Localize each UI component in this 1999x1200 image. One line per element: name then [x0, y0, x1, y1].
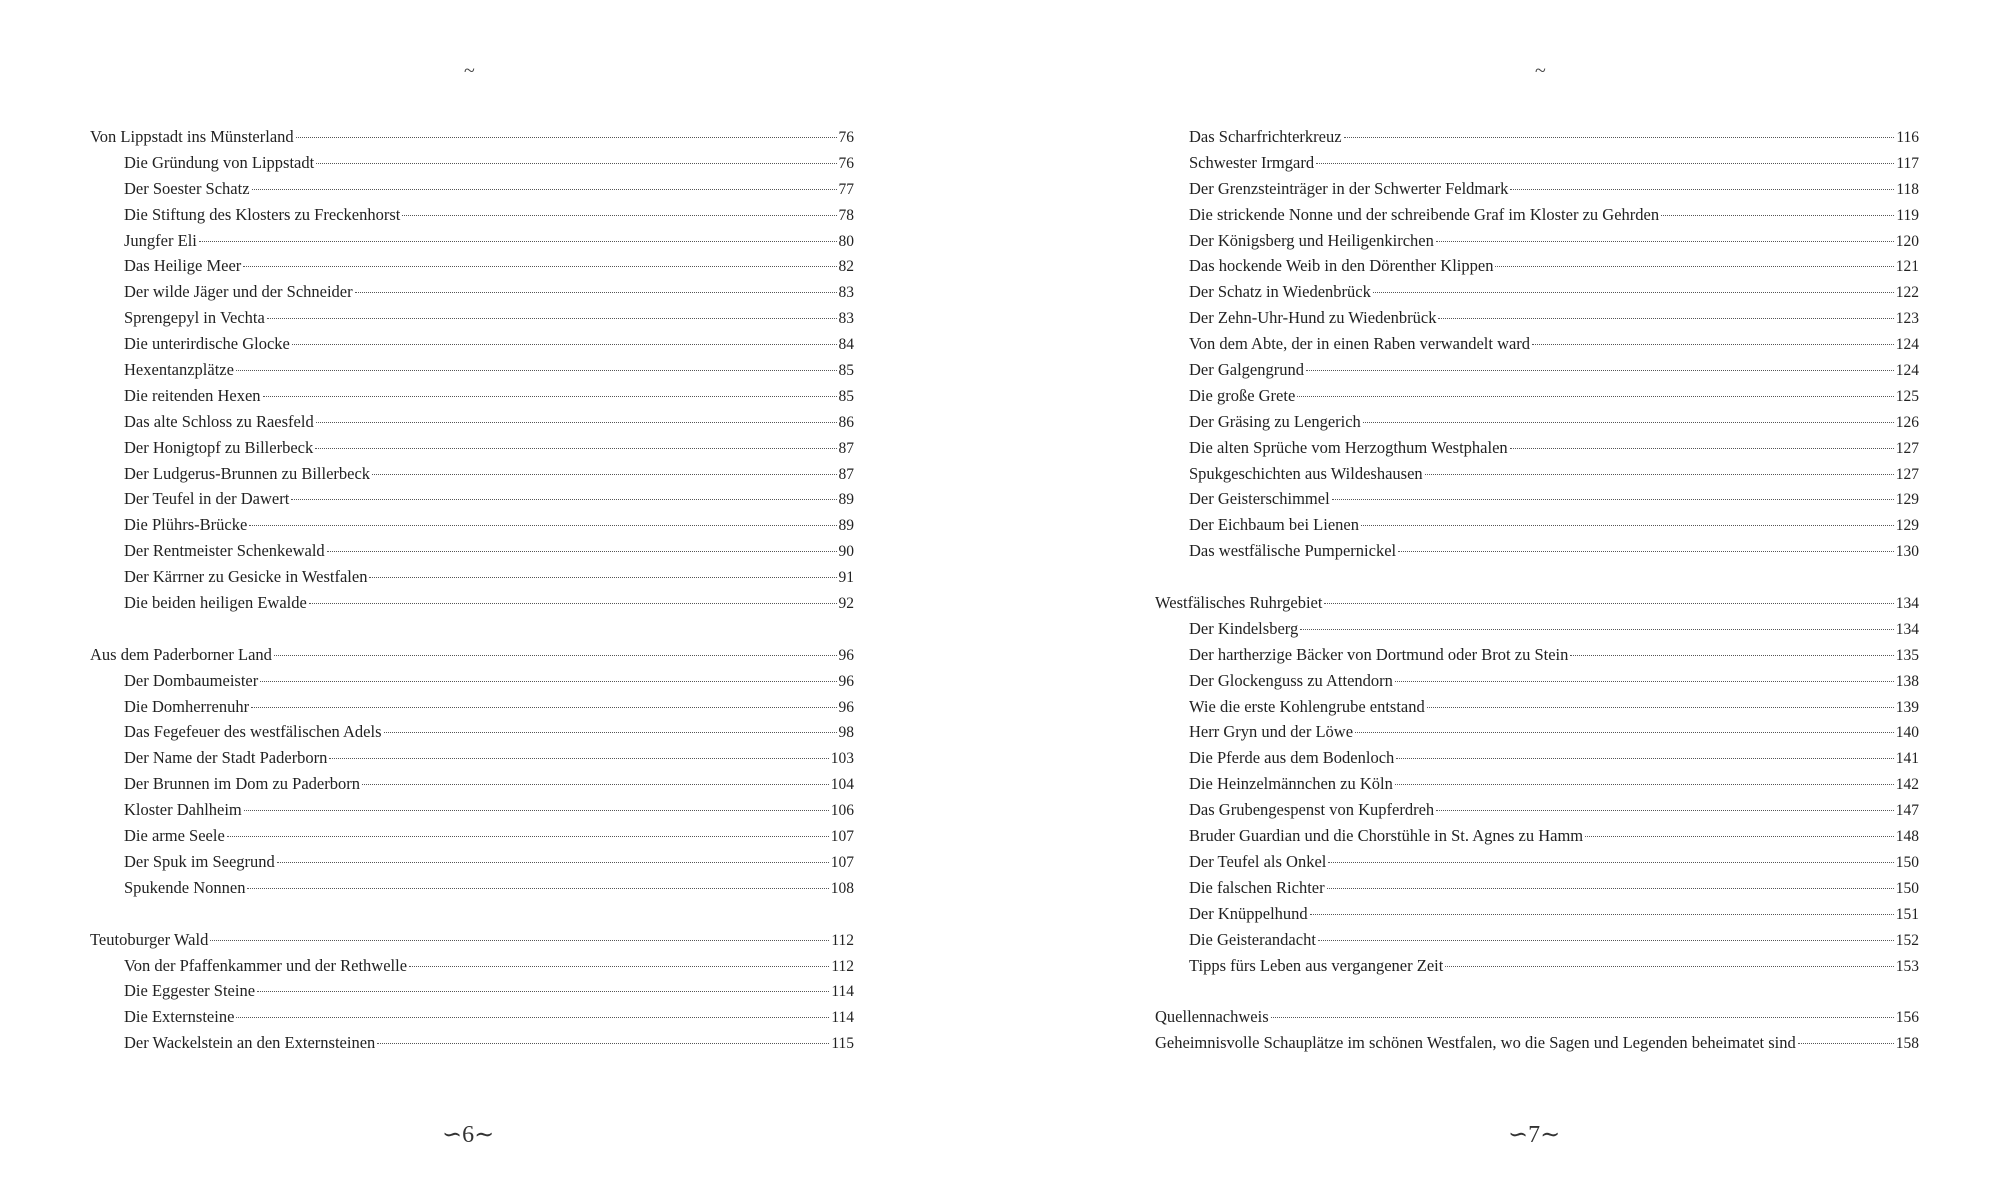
dot-leader [1344, 137, 1895, 138]
toc-entry-title: Der Kindelsberg [1189, 618, 1299, 638]
toc-entry-title: Der hartherzige Bäcker von Dortmund oder Brot zu Stein [1189, 644, 1569, 664]
dot-leader [1495, 266, 1893, 267]
dot-leader [251, 707, 836, 708]
dot-leader [1318, 940, 1894, 941]
dot-leader [1324, 603, 1893, 604]
toc-page-number: 156 [1895, 1009, 1919, 1027]
toc-entry [90, 1030, 854, 1056]
dot-leader [355, 292, 837, 293]
right-page [1000, 0, 1999, 1200]
dot-leader [274, 655, 837, 656]
toc-page-number: 80 [838, 232, 854, 250]
dot-leader [210, 940, 829, 941]
toc-entry-title: Die Geisterandacht [1189, 929, 1316, 949]
dot-leader [1373, 292, 1894, 293]
toc-entry [90, 202, 854, 228]
toc-entry-title: Der Spuk im Seegrund [124, 851, 275, 871]
toc-entry [1155, 435, 1919, 461]
toc-entry [1155, 927, 1919, 953]
toc-page-number: 117 [1896, 154, 1919, 172]
dot-leader [1436, 810, 1894, 811]
toc-page-number: 122 [1895, 284, 1919, 302]
toc-entry-title: Teutoburger Wald [90, 929, 209, 949]
dot-leader [257, 991, 829, 992]
toc-page-number: 96 [838, 698, 854, 716]
toc-entry [1155, 694, 1919, 720]
toc-entry [90, 228, 854, 254]
dot-leader [291, 499, 836, 500]
toc-page-number: 108 [830, 879, 854, 897]
toc-entry [90, 150, 854, 176]
toc-entry [1155, 745, 1919, 771]
dot-leader [243, 266, 836, 267]
toc-entry-title: Kloster Dahlheim [124, 800, 242, 820]
toc-page-number: 124 [1895, 336, 1919, 354]
toc-page-number: 152 [1895, 931, 1919, 949]
toc-entry [90, 771, 854, 797]
dot-leader [372, 474, 836, 475]
dot-leader [309, 603, 837, 604]
toc-entry-title: Der Dombaumeister [124, 670, 259, 690]
toc-entry-title: Tipps fürs Leben aus vergangener Zeit [1189, 955, 1444, 975]
toc-entry-title: Der Eichbaum bei Lienen [1189, 515, 1359, 535]
toc-entry-title: Das Scharfrichterkreuz [1189, 127, 1342, 146]
toc-page-number: 121 [1895, 258, 1919, 276]
toc-entry-title: Die beiden heiligen Ewalde [124, 593, 307, 613]
toc-entry [90, 564, 854, 590]
toc-entry-title: Der Geisterschimmel [1189, 489, 1330, 509]
toc-entry-title: Der Zehn-Uhr-Hund zu Wiedenbrück [1189, 308, 1437, 328]
toc-entry [90, 849, 854, 875]
section-spacer [1155, 978, 1919, 1004]
dot-leader [236, 370, 837, 371]
toc-page-number: 138 [1895, 672, 1919, 690]
dot-leader [327, 551, 837, 552]
dot-leader [267, 318, 837, 319]
toc-entry-title: Der Gräsing zu Lengerich [1189, 411, 1361, 431]
dot-leader [1532, 344, 1894, 345]
toc-entry [1155, 875, 1919, 901]
dot-leader [1396, 758, 1893, 759]
dot-leader [1510, 189, 1894, 190]
toc-entry-title: Westfälisches Ruhrgebiet [1155, 593, 1323, 613]
toc-entry-title: Der Galgengrund [1189, 360, 1305, 380]
toc-page-number: 84 [838, 336, 854, 354]
toc-entry [1155, 253, 1919, 279]
toc-entry-title: Das Grubengespenst von Kupferdreh [1189, 800, 1435, 820]
toc-entry [90, 176, 854, 202]
dot-leader [260, 681, 836, 682]
toc-entry [90, 538, 854, 564]
toc-entry-title: Die strickende Nonne und der schreibende Graf im Kloster zu Gehrden [1189, 204, 1660, 224]
dot-leader [199, 241, 837, 242]
toc-page-number: 134 [1895, 595, 1919, 613]
toc-entry-title: Die Eggester Steine [124, 981, 256, 1001]
dot-leader [263, 396, 837, 397]
toc-section-heading [90, 642, 854, 668]
toc-page-number: 112 [831, 957, 854, 975]
toc-entry [1155, 512, 1919, 538]
dot-leader [252, 189, 837, 190]
dot-leader [377, 1043, 829, 1044]
toc-entry [1155, 797, 1919, 823]
toc-entry-title: Der Name der Stadt Paderborn [124, 748, 328, 768]
toc-entry [90, 875, 854, 901]
toc-entry-title: Der Königsberg und Heiligenkirchen [1189, 230, 1434, 250]
dot-leader [1510, 448, 1894, 449]
toc-section-heading [1155, 1030, 1919, 1056]
toc-entry [90, 745, 854, 771]
dot-leader [1271, 1017, 1894, 1018]
toc-page-number: 89 [838, 491, 854, 509]
toc-page-number: 130 [1895, 543, 1919, 561]
dot-leader [1361, 525, 1894, 526]
toc-entry-title: Die Gründung von Lippstadt [124, 152, 315, 172]
toc-entry-title: Spukgeschichten aus Wildeshausen [1189, 463, 1423, 483]
toc-page-number: 85 [838, 362, 854, 380]
toc-entry-title: Der Schatz in Wiedenbrück [1189, 282, 1371, 302]
toc-entry-title: Quellennachweis [1155, 1007, 1269, 1027]
toc-entry [1155, 331, 1919, 357]
dot-leader [244, 810, 829, 811]
toc-entry-title: Spukende Nonnen [124, 877, 246, 897]
toc-entry [90, 461, 854, 487]
dot-leader [384, 732, 837, 733]
toc-page-number: 96 [838, 672, 854, 690]
dot-leader [362, 784, 829, 785]
toc-entry [1155, 901, 1919, 927]
toc-page-number: 123 [1895, 310, 1919, 328]
dot-leader [1570, 655, 1893, 656]
toc-page-number: 107 [830, 853, 854, 871]
toc-page-number: 83 [838, 284, 854, 302]
toc-entry-title: Der Wackelstein an den Externsteinen [124, 1033, 376, 1053]
toc-entry-title: Der Ludgerus-Brunnen zu Billerbeck [124, 463, 371, 483]
toc-entry [1155, 719, 1919, 745]
toc-page-number: 96 [838, 646, 854, 664]
dot-leader [292, 344, 837, 345]
dot-leader [1297, 396, 1893, 397]
toc-page-number: 85 [838, 387, 854, 405]
toc-entry [90, 409, 854, 435]
toc-entry [90, 823, 854, 849]
toc-entry [1155, 538, 1919, 564]
toc-entry-title: Bruder Guardian und die Chorstühle in St. Agnes zu Hamm [1189, 826, 1584, 846]
toc-section-heading [90, 124, 854, 150]
dot-leader [1327, 888, 1894, 889]
dot-leader [402, 215, 836, 216]
toc-page-number: 134 [1895, 620, 1919, 638]
toc-entry-title: Der wilde Jäger und der Schneider [124, 282, 353, 302]
dot-leader [1425, 474, 1894, 475]
toc-entry-title: Wie die erste Kohlengrube entstand [1189, 696, 1425, 716]
dot-leader [1661, 215, 1894, 216]
page-number: ∽7∼ [1508, 1122, 1561, 1148]
dot-leader [1445, 966, 1893, 967]
toc-entry [90, 719, 854, 745]
toc-entry-title: Von der Pfaffenkammer und der Rethwelle [124, 955, 408, 975]
toc-entry-title: Geheimnisvolle Schauplätze im schönen Westfalen, wo die Sagen und Legenden beheimatet sind [1155, 1033, 1796, 1053]
toc-page-number: 120 [1895, 232, 1919, 250]
toc-entry [90, 668, 854, 694]
table-of-contents-right [1155, 124, 1919, 1056]
toc-page-number: 135 [1895, 646, 1919, 664]
dot-leader [1316, 163, 1894, 164]
toc-entry-title: Die arme Seele [124, 826, 225, 846]
toc-entry [1155, 668, 1919, 694]
dot-leader [1398, 551, 1894, 552]
toc-page-number: 124 [1895, 362, 1919, 380]
toc-page-number: 158 [1895, 1035, 1919, 1053]
toc-entry-title: Die Pferde aus dem Bodenloch [1189, 748, 1395, 768]
toc-entry-title: Die große Grete [1189, 385, 1296, 405]
toc-page-number: 150 [1895, 879, 1919, 897]
toc-page-number: 112 [831, 931, 854, 949]
dot-leader [1332, 499, 1894, 500]
toc-entry-title: Von Lippstadt ins Münsterland [90, 127, 294, 146]
toc-entry [90, 590, 854, 616]
toc-entry-title: Das Heilige Meer [124, 256, 242, 276]
toc-entry-title: Die unterirdische Glocke [124, 334, 290, 354]
toc-entry [1155, 616, 1919, 642]
toc-entry [90, 486, 854, 512]
toc-entry [1155, 383, 1919, 409]
dot-leader [1798, 1043, 1894, 1044]
toc-page-number: 129 [1895, 491, 1919, 509]
toc-entry-title: Die Stiftung des Klosters zu Freckenhorst [124, 204, 401, 224]
toc-entry [1155, 176, 1919, 202]
top-ornament: ~ [1535, 60, 1546, 82]
toc-entry [90, 331, 854, 357]
toc-entry-title: Der Soester Schatz [124, 178, 250, 198]
toc-entry [90, 305, 854, 331]
toc-entry-title: Die reitenden Hexen [124, 385, 261, 405]
dot-leader [329, 758, 828, 759]
toc-page-number: 76 [838, 129, 854, 146]
toc-entry [1155, 228, 1919, 254]
toc-page-number: 89 [838, 517, 854, 535]
toc-page-number: 92 [838, 595, 854, 613]
toc-entry [90, 512, 854, 538]
toc-page-number: 142 [1895, 776, 1919, 794]
toc-page-number: 129 [1895, 517, 1919, 535]
toc-section-heading [1155, 590, 1919, 616]
toc-entry [1155, 150, 1919, 176]
toc-entry-title: Der Knüppelhund [1189, 903, 1308, 923]
section-spacer [90, 901, 854, 927]
toc-page-number: 83 [838, 310, 854, 328]
dot-leader [1355, 732, 1894, 733]
dot-leader [296, 137, 837, 138]
toc-entry [1155, 461, 1919, 487]
toc-page-number: 127 [1895, 439, 1919, 457]
dot-leader [1310, 914, 1894, 915]
toc-entry-title: Sprengepyl in Vechta [124, 308, 265, 328]
toc-entry [90, 953, 854, 979]
toc-page-number: 151 [1895, 905, 1919, 923]
dot-leader [1395, 784, 1894, 785]
toc-page-number: 140 [1895, 724, 1919, 742]
toc-entry-title: Schwester Irmgard [1189, 152, 1315, 172]
toc-page-number: 116 [1896, 129, 1919, 146]
toc-page-number: 115 [831, 1035, 854, 1053]
table-of-contents-left [90, 124, 854, 1056]
toc-entry [90, 694, 854, 720]
dot-leader [1300, 629, 1894, 630]
dot-leader [227, 836, 829, 837]
toc-entry-title: Hexentanzplätze [124, 360, 234, 380]
toc-page-number: 87 [838, 439, 854, 457]
dot-leader [1306, 370, 1894, 371]
dot-leader [316, 422, 837, 423]
toc-page-number: 107 [830, 828, 854, 846]
toc-entry-title: Das alte Schloss zu Raesfeld [124, 411, 314, 431]
toc-page-number: 103 [830, 750, 854, 768]
toc-page-number: 98 [838, 724, 854, 742]
toc-entry [90, 1004, 854, 1030]
dot-leader [247, 888, 828, 889]
toc-entry-title: Das hockende Weib in den Dörenther Klippen [1189, 256, 1494, 276]
toc-page-number: 125 [1895, 387, 1919, 405]
toc-entry [90, 253, 854, 279]
toc-entry-title: Herr Gryn und der Löwe [1189, 722, 1354, 742]
toc-entry-title: Der Rentmeister Schenkewald [124, 541, 325, 561]
toc-entry-title: Der Teufel in der Dawert [124, 489, 290, 509]
dot-leader [1427, 707, 1894, 708]
toc-entry-title: Das westfälische Pumpernickel [1189, 541, 1397, 561]
toc-entry [90, 383, 854, 409]
dot-leader [369, 577, 836, 578]
toc-entry [90, 435, 854, 461]
toc-page-number: 104 [830, 776, 854, 794]
toc-page-number: 87 [838, 465, 854, 483]
dot-leader [409, 966, 829, 967]
toc-section-heading [90, 927, 854, 953]
toc-entry [1155, 409, 1919, 435]
toc-page-number: 90 [838, 543, 854, 561]
toc-section-heading [1155, 1004, 1919, 1030]
toc-entry-title: Der Grenzsteinträger in der Schwerter Feldmark [1189, 178, 1509, 198]
toc-page-number: 91 [838, 569, 854, 587]
toc-entry-title: Aus dem Paderborner Land [90, 644, 272, 664]
toc-entry-title: Der Teufel als Onkel [1189, 851, 1327, 871]
toc-entry [90, 978, 854, 1004]
toc-page-number: 78 [838, 206, 854, 224]
dot-leader [249, 525, 836, 526]
toc-page-number: 114 [831, 983, 854, 1001]
toc-page-number: 86 [838, 413, 854, 431]
dot-leader [1438, 318, 1893, 319]
toc-page-number: 141 [1895, 750, 1919, 768]
toc-page-number: 147 [1895, 802, 1919, 820]
dot-leader [277, 862, 829, 863]
dot-leader [1585, 836, 1894, 837]
toc-entry-title: Die alten Sprüche vom Herzogthum Westphalen [1189, 437, 1508, 457]
top-ornament: ~ [464, 60, 475, 82]
toc-entry-title: Die Externsteine [124, 1007, 235, 1027]
toc-entry [90, 279, 854, 305]
dot-leader [1328, 862, 1893, 863]
toc-entry [1155, 486, 1919, 512]
toc-entry-title: Jungfer Eli [124, 230, 197, 250]
toc-entry-title: Von dem Abte, der in einen Raben verwandelt ward [1189, 334, 1531, 354]
toc-page-number: 114 [831, 1009, 854, 1027]
toc-entry-title: Der Honigtopf zu Billerbeck [124, 437, 314, 457]
toc-entry [1155, 771, 1919, 797]
toc-entry [90, 357, 854, 383]
toc-entry-title: Der Kärrner zu Gesicke in Westfalen [124, 567, 368, 587]
section-spacer [1155, 564, 1919, 590]
toc-entry-title: Die Plührs-Brücke [124, 515, 248, 535]
toc-entry-title: Die falschen Richter [1189, 877, 1325, 897]
toc-page-number: 139 [1895, 698, 1919, 716]
dot-leader [236, 1017, 829, 1018]
toc-page-number: 76 [838, 154, 854, 172]
toc-entry [1155, 279, 1919, 305]
toc-page-number: 150 [1895, 853, 1919, 871]
toc-entry-title: Die Heinzelmännchen zu Köln [1189, 774, 1393, 794]
toc-entry [1155, 305, 1919, 331]
toc-entry [1155, 124, 1919, 150]
dot-leader [1363, 422, 1894, 423]
toc-entry-title: Das Fegefeuer des westfälischen Adels [124, 722, 382, 742]
toc-entry-title: Die Domherrenuhr [124, 696, 250, 716]
toc-entry [1155, 357, 1919, 383]
toc-entry [1155, 823, 1919, 849]
toc-entry [1155, 953, 1919, 979]
page-number: ∽6∼ [442, 1122, 495, 1148]
section-spacer [90, 616, 854, 642]
toc-page-number: 119 [1896, 206, 1919, 224]
dot-leader [1436, 241, 1894, 242]
toc-entry-title: Der Glockenguss zu Attendorn [1189, 670, 1393, 690]
dot-leader [315, 448, 836, 449]
dot-leader [1395, 681, 1894, 682]
toc-page-number: 77 [838, 180, 854, 198]
toc-entry [1155, 202, 1919, 228]
toc-page-number: 82 [838, 258, 854, 276]
toc-entry-title: Der Brunnen im Dom zu Paderborn [124, 774, 360, 794]
toc-page-number: 118 [1896, 180, 1919, 198]
toc-entry [90, 797, 854, 823]
toc-page-number: 126 [1895, 413, 1919, 431]
dot-leader [316, 163, 836, 164]
toc-page-number: 153 [1895, 957, 1919, 975]
toc-entry [1155, 642, 1919, 668]
toc-page-number: 127 [1895, 465, 1919, 483]
toc-page-number: 106 [830, 802, 854, 820]
toc-entry [1155, 849, 1919, 875]
toc-page-number: 148 [1895, 828, 1919, 846]
